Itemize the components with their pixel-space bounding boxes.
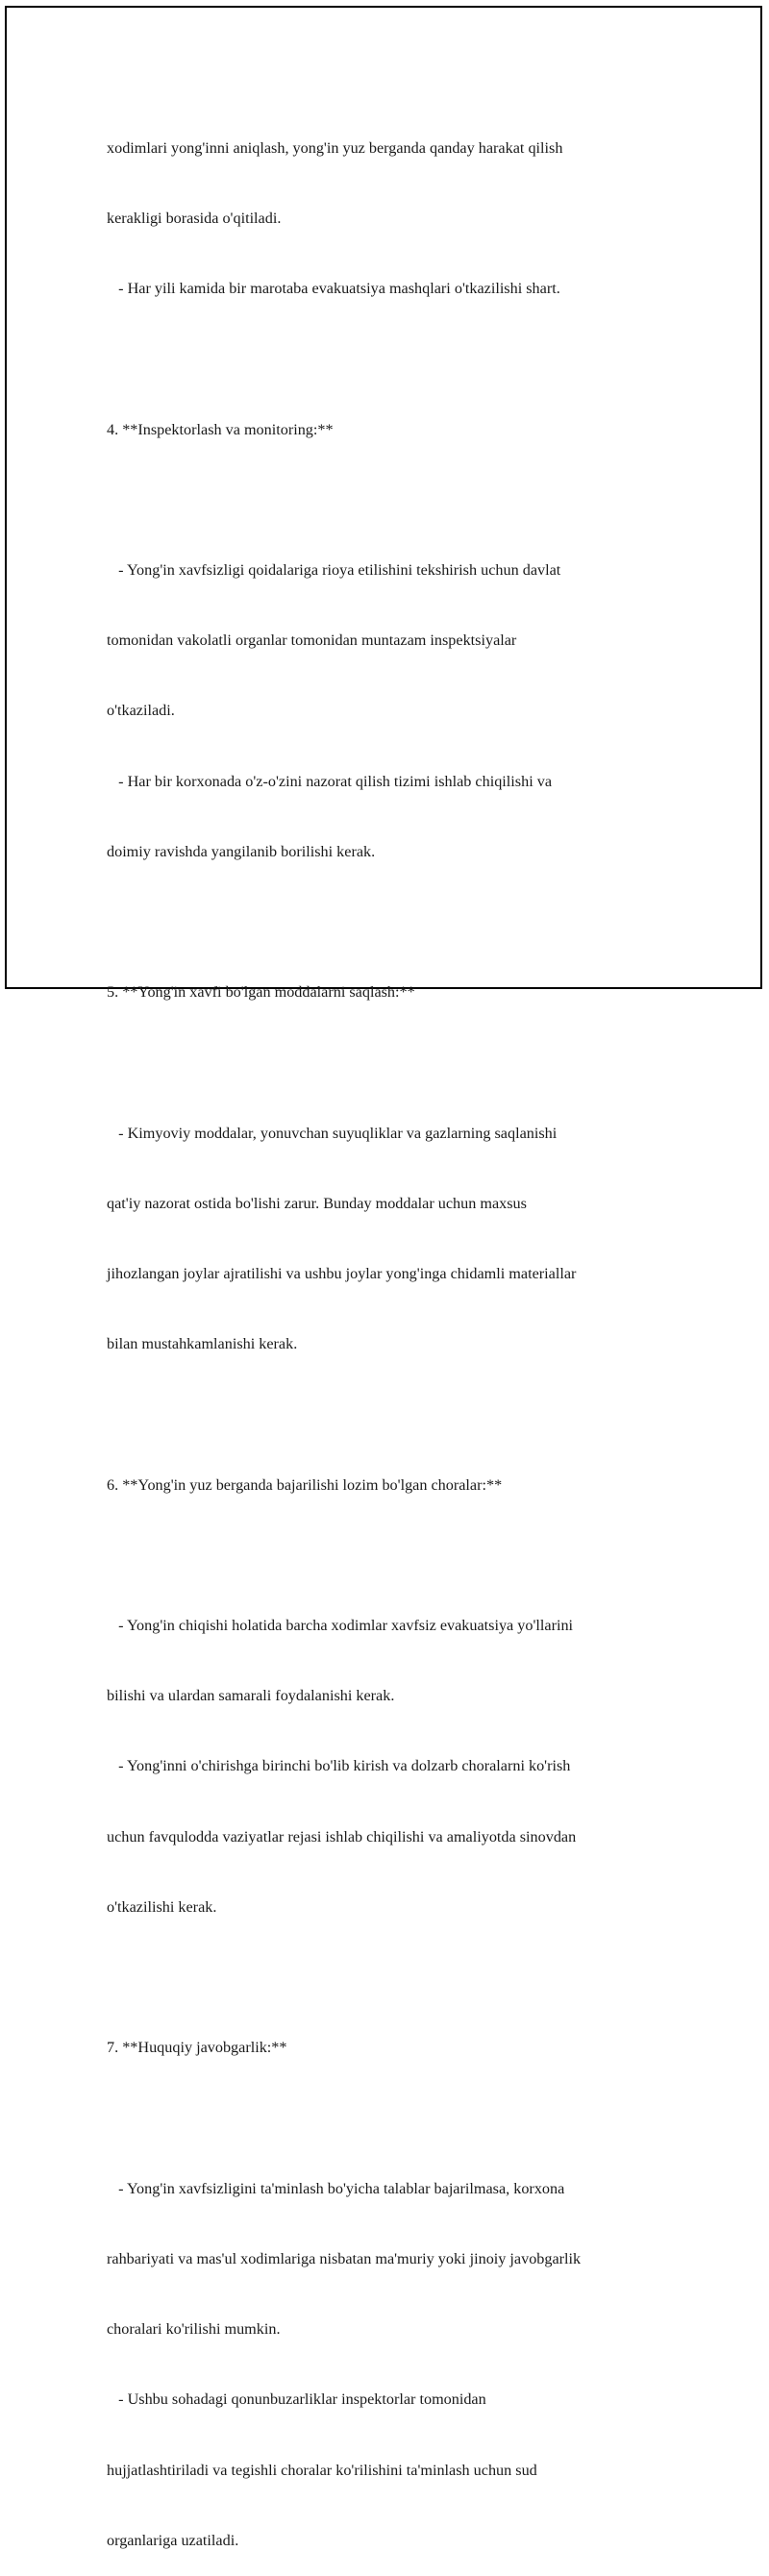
- text-line: choralari ko'rilishi mumkin.: [107, 2320, 281, 2339]
- text-line: bilan mustahkamlanishi kerak.: [107, 1335, 298, 1353]
- text-line: rahbariyati va mas'ul xodimlariga nisbatan ma'muriy yoki jinoiy javobgarlik: [107, 2249, 582, 2267]
- blank-line: [107, 1544, 645, 1567]
- blank-line: [107, 1402, 645, 1425]
- blank-line: [107, 2107, 645, 2130]
- text-line: uchun favqulodda vaziyatlar rejasi ishlab chiqilishi va amaliyotda sinovdan: [107, 1827, 577, 1845]
- document-body: [107, 89, 645, 2576]
- text-line: - Har yili kamida bir marotaba evakuatsiya mashqlari o'tkazilishi shart.: [107, 280, 560, 298]
- text-line: - Ushbu sohadagi qonunbuzarliklar inspektorlar tomonidan: [107, 2390, 486, 2409]
- blank-line: [107, 347, 645, 370]
- text-line: - Har bir korxonada o'z-o'zini nazorat qilish tizimi ishlab chiqilishi va: [107, 772, 553, 790]
- text-line: - Yong'in chiqishi holatida barcha xodimlar xavfsiz evakuatsiya yo'llarini: [107, 1617, 574, 1635]
- text-line: hujjatlashtiriladi va tegishli choralar ko'rilishini ta'minlash uchun sud: [107, 2461, 537, 2479]
- blank-line: [107, 1966, 645, 1989]
- text-line: o'tkazilishi kerak.: [107, 1897, 217, 1916]
- text-line: bilishi va ulardan samarali foydalanishi kerak.: [107, 1687, 395, 1705]
- text-line: - Kimyoviy moddalar, yonuvchan suyuqliklar va gazlarning saqlanishi: [107, 1124, 558, 1142]
- section-heading: 4. **Inspektorlash va monitoring:**: [107, 420, 334, 438]
- text-line: - Yong'in xavfsizligi qoidalariga rioya etilishini tekshirish uchun davlat: [107, 561, 561, 580]
- text-line: jihozlangan joylar ajratilishi va ushbu joylar yong'inga chidamli materiallar: [107, 1265, 577, 1283]
- text-line: organlariga uzatiladi.: [107, 2531, 239, 2549]
- text-line: tomonidan vakolatli organlar tomonidan muntazam inspektsiyalar: [107, 632, 517, 650]
- text-line: xodimlari yong'inni aniqlash, yong'in yuz berganda qanday harakat qilish: [107, 138, 563, 157]
- blank-line: [107, 1051, 645, 1074]
- section-heading: 5. **Yong'in xavfi bo'lgan moddalarni saqlash:**: [107, 983, 415, 1002]
- text-line: o'tkaziladi.: [107, 702, 175, 720]
- text-line: - Yong'inni o'chirishga birinchi bo'lib kirish va dolzarb choralarni ko'rish: [107, 1757, 571, 1775]
- text-line: qat'iy nazorat ostida bo'lishi zarur. Bunday moddalar uchun maxsus: [107, 1194, 527, 1212]
- text-line: kerakligi borasida o'qitiladi.: [107, 210, 282, 228]
- section-heading: 7. **Huquqiy javobgarlik:**: [107, 2039, 287, 2057]
- blank-line: [107, 910, 645, 933]
- blank-line: [107, 488, 645, 511]
- text-line: - Yong'in xavfsizligini ta'minlash bo'yicha talablar bajarilmasa, korxona: [107, 2179, 565, 2197]
- text-line: doimiy ravishda yangilanib borilishi kerak.: [107, 842, 376, 860]
- section-heading: 6. **Yong'in yuz berganda bajarilishi lozim bo'lgan choralar:**: [107, 1475, 503, 1494]
